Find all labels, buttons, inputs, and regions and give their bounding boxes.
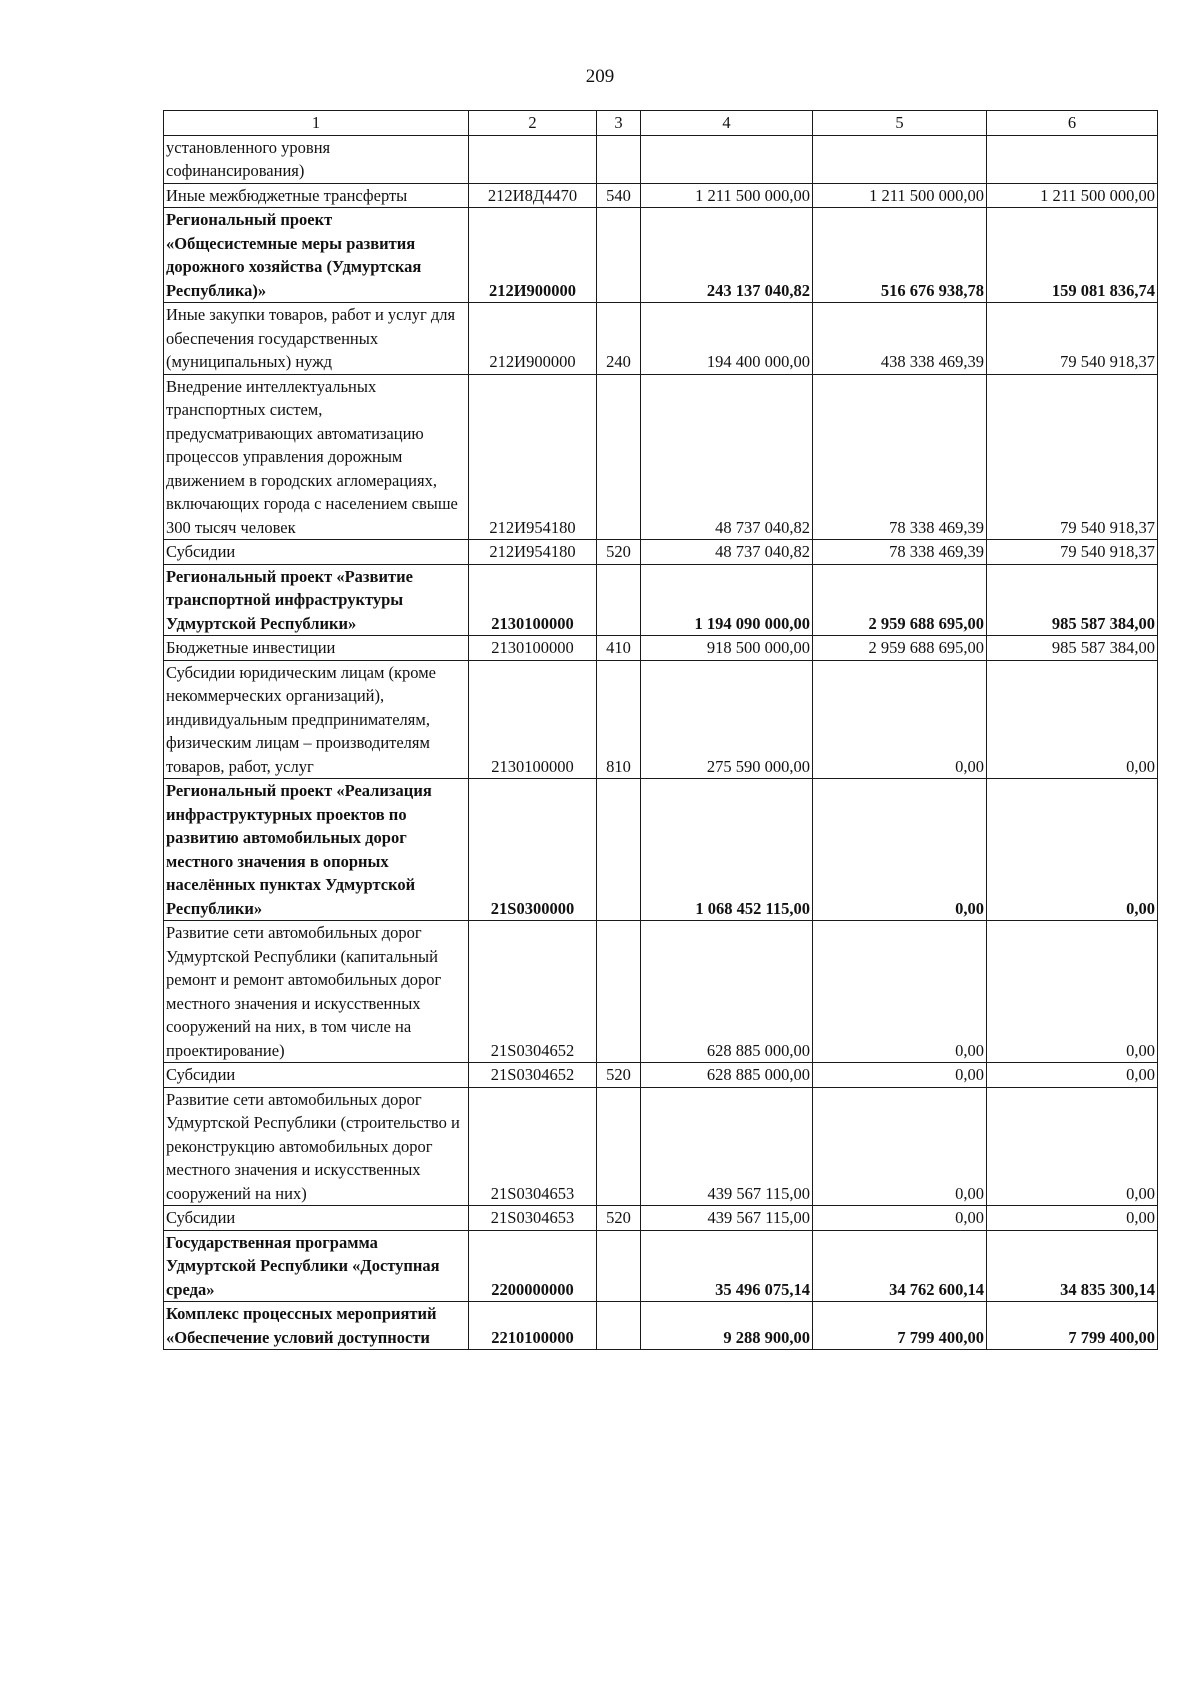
row-amount-col-4 (641, 135, 813, 183)
row-code: 21S0300000 (469, 779, 597, 921)
row-type: 410 (597, 636, 641, 661)
table-row (164, 660, 1158, 779)
header-col-5: 5 (813, 111, 987, 136)
row-amount-col-6: 0,00 (987, 779, 1158, 921)
row-amount-col-5 (813, 135, 987, 183)
table-row (164, 1230, 1158, 1302)
row-amount-col-5: 0,00 (813, 1087, 987, 1206)
row-amount-col-5: 78 338 469,39 (813, 374, 987, 540)
row-amount-col-6: 1 211 500 000,00 (987, 183, 1158, 208)
table-row (164, 540, 1158, 565)
row-name: Субсидии (164, 540, 469, 565)
row-amount-col-6: 79 540 918,37 (987, 303, 1158, 375)
row-amount-col-4: 439 567 115,00 (641, 1206, 813, 1231)
row-type (597, 921, 641, 1063)
row-amount-col-5: 78 338 469,39 (813, 540, 987, 565)
row-amount-col-5: 2 959 688 695,00 (813, 564, 987, 636)
row-type: 810 (597, 660, 641, 779)
table-row (164, 374, 1158, 540)
row-amount-col-4: 35 496 075,14 (641, 1230, 813, 1302)
row-name: Региональный проект «Развитие транспортной инфраструктуры Удмуртской Республики» (164, 564, 469, 636)
header-col-3: 3 (597, 111, 641, 136)
table-row (164, 1206, 1158, 1231)
row-code: 21S0304653 (469, 1087, 597, 1206)
row-amount-col-6: 0,00 (987, 1087, 1158, 1206)
row-amount-col-6 (987, 135, 1158, 183)
row-amount-col-4: 48 737 040,82 (641, 540, 813, 565)
table-row (164, 1302, 1158, 1350)
row-amount-col-5: 0,00 (813, 660, 987, 779)
row-amount-col-4: 918 500 000,00 (641, 636, 813, 661)
row-type: 520 (597, 1063, 641, 1088)
row-amount-col-5: 0,00 (813, 921, 987, 1063)
row-amount-col-5: 0,00 (813, 1063, 987, 1088)
row-amount-col-5: 0,00 (813, 1206, 987, 1231)
row-code: 2130100000 (469, 564, 597, 636)
row-name: Субсидии (164, 1206, 469, 1231)
row-amount-col-6: 34 835 300,14 (987, 1230, 1158, 1302)
row-name: Развитие сети автомобильных дорог Удмуртской Республики (капитальный ремонт и ремонт автомобильных дорог местного значения и искусственных сооружений на них, в том числе на проектирование) (164, 921, 469, 1063)
row-amount-col-6: 985 587 384,00 (987, 564, 1158, 636)
row-name: Комплекс процессных мероприятий «Обеспечение условий доступности (164, 1302, 469, 1350)
row-code: 2130100000 (469, 636, 597, 661)
row-type (597, 1087, 641, 1206)
table-row (164, 1063, 1158, 1088)
row-amount-col-4: 439 567 115,00 (641, 1087, 813, 1206)
page-number: 209 (585, 66, 615, 87)
row-amount-col-5: 516 676 938,78 (813, 208, 987, 303)
row-amount-col-4: 9 288 900,00 (641, 1302, 813, 1350)
row-code: 212И954180 (469, 540, 597, 565)
row-amount-col-6: 7 799 400,00 (987, 1302, 1158, 1350)
row-amount-col-5: 1 211 500 000,00 (813, 183, 987, 208)
row-code: 212И954180 (469, 374, 597, 540)
row-type: 540 (597, 183, 641, 208)
table-row (164, 1087, 1158, 1206)
row-amount-col-5: 7 799 400,00 (813, 1302, 987, 1350)
row-amount-col-6: 79 540 918,37 (987, 540, 1158, 565)
header-col-4: 4 (641, 111, 813, 136)
table-row (164, 303, 1158, 375)
table-body (164, 135, 1158, 1350)
row-amount-col-6: 0,00 (987, 660, 1158, 779)
header-row (164, 111, 1158, 136)
table-row (164, 779, 1158, 921)
table-row (164, 636, 1158, 661)
row-code: 212И900000 (469, 208, 597, 303)
row-code: 2130100000 (469, 660, 597, 779)
row-type (597, 135, 641, 183)
row-amount-col-6: 0,00 (987, 1063, 1158, 1088)
table-row (164, 135, 1158, 183)
row-name: Государственная программа Удмуртской Республики «Доступная среда» (164, 1230, 469, 1302)
row-code: 21S0304653 (469, 1206, 597, 1231)
row-name: Региональный проект «Реализация инфраструктурных проектов по развитию автомобильных дорог местного значения в опорных населённых пунктах Удмуртской Республики» (164, 779, 469, 921)
row-type (597, 1230, 641, 1302)
header-col-6: 6 (987, 111, 1158, 136)
table-row (164, 208, 1158, 303)
row-amount-col-6: 0,00 (987, 1206, 1158, 1231)
row-name: Иные закупки товаров, работ и услуг для обеспечения государственных (муниципальных) нужд (164, 303, 469, 375)
row-name: установленного уровня софинансирования) (164, 135, 469, 183)
table-row (164, 183, 1158, 208)
row-amount-col-4: 628 885 000,00 (641, 1063, 813, 1088)
row-amount-col-4: 243 137 040,82 (641, 208, 813, 303)
header-col-1: 1 (164, 111, 469, 136)
budget-table (163, 110, 1158, 1350)
row-name: Внедрение интеллектуальных транспортных систем, предусматривающих автоматизацию процессов управления дорожным движением в городских агломерациях, включающих города с населением свыше 300 тысяч человек (164, 374, 469, 540)
row-type (597, 208, 641, 303)
row-code: 21S0304652 (469, 1063, 597, 1088)
row-code: 2200000000 (469, 1230, 597, 1302)
row-amount-col-4: 628 885 000,00 (641, 921, 813, 1063)
row-amount-col-4: 1 068 452 115,00 (641, 779, 813, 921)
row-code: 2210100000 (469, 1302, 597, 1350)
row-name: Региональный проект «Общесистемные меры развития дорожного хозяйства (Удмуртская Республика)» (164, 208, 469, 303)
row-type (597, 564, 641, 636)
row-amount-col-6: 79 540 918,37 (987, 374, 1158, 540)
row-name: Субсидии (164, 1063, 469, 1088)
row-amount-col-5: 0,00 (813, 779, 987, 921)
row-amount-col-4: 1 194 090 000,00 (641, 564, 813, 636)
row-amount-col-4: 1 211 500 000,00 (641, 183, 813, 208)
row-type (597, 1302, 641, 1350)
row-name: Бюджетные инвестиции (164, 636, 469, 661)
row-amount-col-6: 985 587 384,00 (987, 636, 1158, 661)
row-type: 240 (597, 303, 641, 375)
header-col-2: 2 (469, 111, 597, 136)
row-amount-col-5: 34 762 600,14 (813, 1230, 987, 1302)
row-code: 212И900000 (469, 303, 597, 375)
table-row (164, 564, 1158, 636)
row-name: Развитие сети автомобильных дорог Удмуртской Республики (строительство и реконструкцию автомобильных дорог местного значения и искусственных сооружений на них) (164, 1087, 469, 1206)
row-name: Субсидии юридическим лицам (кроме некоммерческих организаций), индивидуальным предпринимателям, физическим лицам – производителям товаров, работ, услуг (164, 660, 469, 779)
table-row (164, 921, 1158, 1063)
row-type: 520 (597, 1206, 641, 1231)
row-type: 520 (597, 540, 641, 565)
row-amount-col-4: 194 400 000,00 (641, 303, 813, 375)
row-amount-col-4: 48 737 040,82 (641, 374, 813, 540)
row-code: 21S0304652 (469, 921, 597, 1063)
row-code: 212И8Д4470 (469, 183, 597, 208)
row-type (597, 374, 641, 540)
row-amount-col-6: 0,00 (987, 921, 1158, 1063)
row-name: Иные межбюджетные трансферты (164, 183, 469, 208)
row-amount-col-6: 159 081 836,74 (987, 208, 1158, 303)
row-type (597, 779, 641, 921)
row-amount-col-5: 438 338 469,39 (813, 303, 987, 375)
row-amount-col-4: 275 590 000,00 (641, 660, 813, 779)
row-code (469, 135, 597, 183)
row-amount-col-5: 2 959 688 695,00 (813, 636, 987, 661)
